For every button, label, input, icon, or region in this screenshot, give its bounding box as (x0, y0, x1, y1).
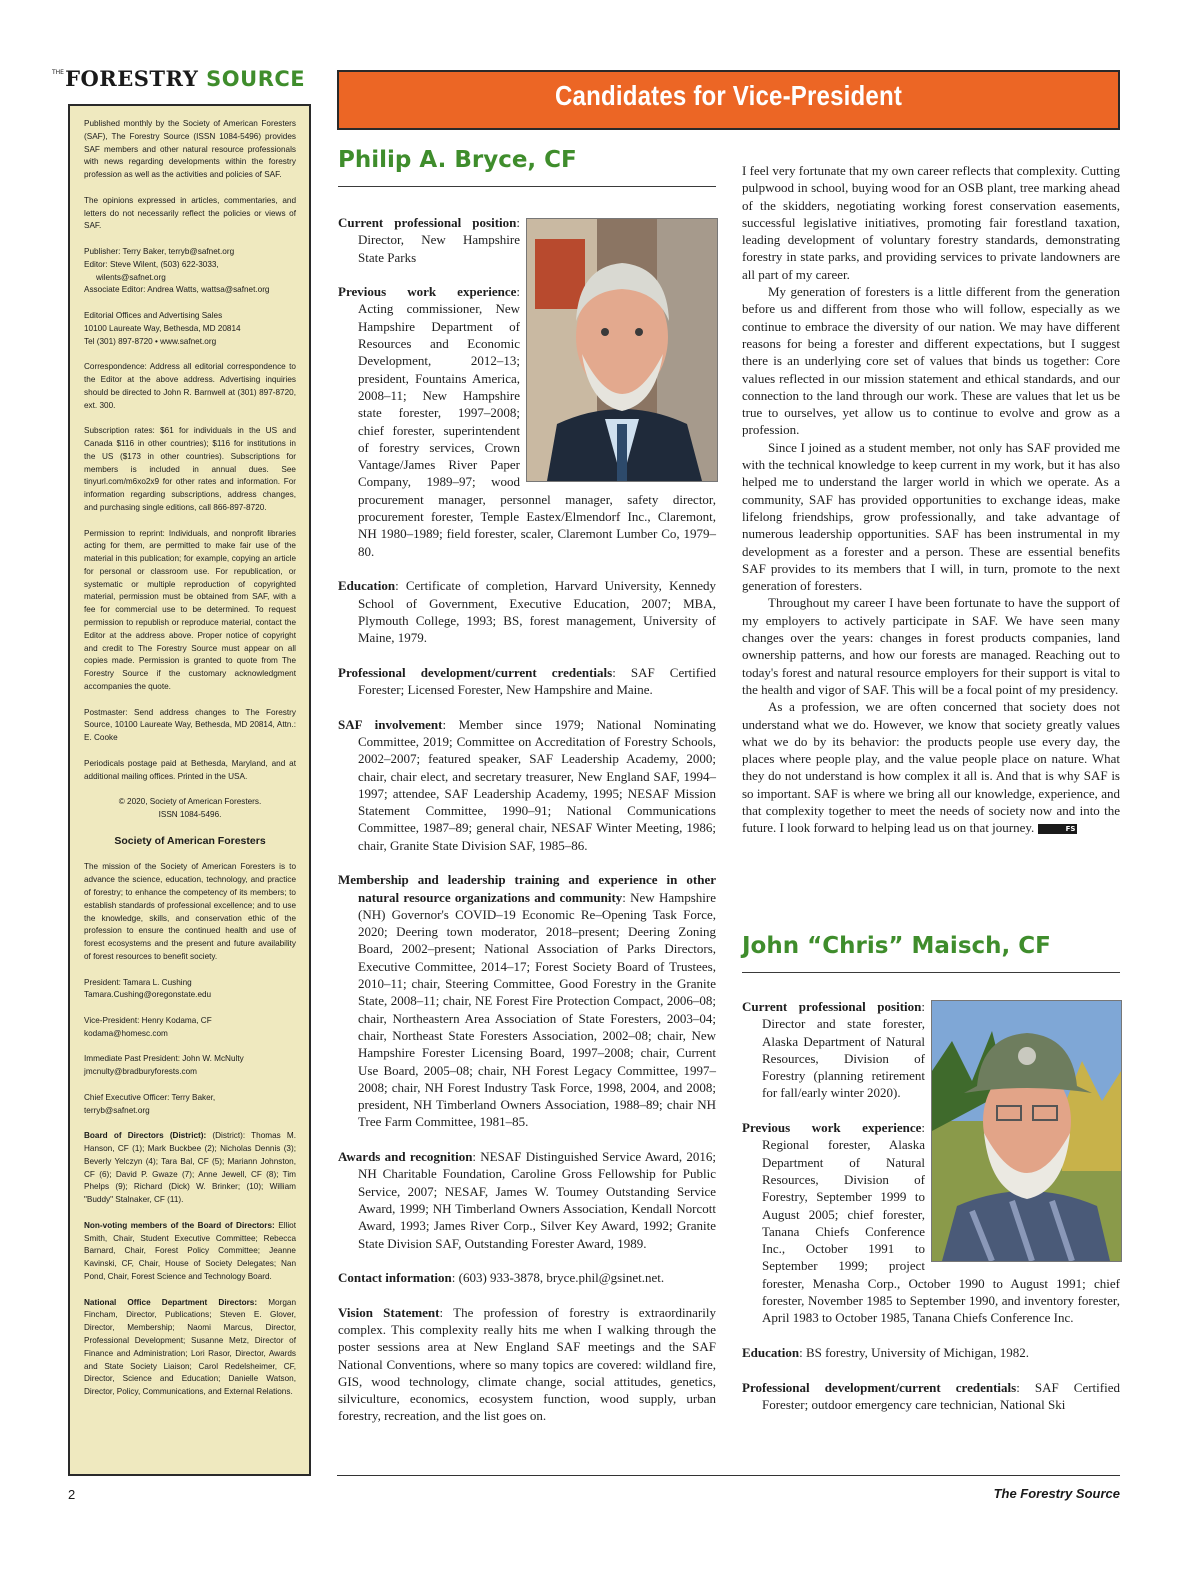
sidebar-nonvoting (84, 1220, 296, 1284)
sidebar-board-label: Board of Directors (District): (84, 1131, 207, 1141)
maisch-professional-development (742, 1379, 1120, 1414)
masthead-logo (52, 66, 314, 92)
sidebar-publisher: Publisher: Terry Baker, terryb@safnet.org (84, 246, 235, 256)
sidebar-president-block (84, 977, 296, 1003)
bryce-saf-involvement (338, 716, 716, 854)
sidebar-copyright-block (84, 796, 296, 822)
sidebar-opinions: The opinions expressed in articles, commentaries, and letters do not necessarily reflect the policies or views of SAF. (84, 195, 296, 231)
sidebar-national-text: Morgan Fincham, Director, Publications; Steven E. Glover, Director, Membership; Naomi Marcus, Director, Professional Development; Susanne Metz, Director of Finance and Administration; Lori Rasor, Director, Awards and State Society Liaison; Carol Redelsheimer, CF, Director, Science and Education; Danielle Watson, Director, Policy, Communications, and External Relations. (84, 1297, 296, 1397)
sidebar-offices-address: 10100 Laureate Way, Bethesda, MD 20814 (84, 323, 241, 333)
sidebar-correspondence: Correspondence: Address all editorial correspondence to the Editor at the above address. Advertising inquiries should be directed to John R. Barnwell at (301) 897-8720, ext. 300. (84, 362, 296, 410)
bryce-membership (338, 871, 716, 1130)
sidebar-published: Published monthly by the Society of American Foresters (SAF), The Forestry Source (ISSN 1084-5496) provides SAF members and other natural resource professionals with news regarding developments within the forestry profession as well as the activities and policies of SAF. (84, 119, 296, 180)
sidebar-past-president-email: jmcnulty@bradburyforests.com (84, 1067, 197, 1077)
photo-spacer-bryce (520, 214, 716, 482)
bryce-prodev-text: : SAF Certified Forester; Licensed Forester, New Hampshire and Maine. (358, 664, 716, 698)
sidebar-issn: ISSN 1084-5496. (158, 810, 222, 820)
sidebar-past-president: Immediate Past President: John W. McNulty (84, 1054, 244, 1064)
bryce-contact-label: Contact information (338, 1270, 452, 1286)
bryce-membership-text: : New Hampshire (NH) Governor's COVID–19 Economic Re–Opening Task Force, 2020; Deering town moderator, 2018–present; Deering Zoning Board, 2002–present; National Association of Parks Directors, Executive Committee, 2014–17; Forest Society Board of Trustees, 2010–11; chair, Steering Committee, Good Forestry in the Granite State, 2008–11; chair, NE Forest Fire Protection Compact, 2006–08; chair, Northeastern Area Association of State Foresters, 2003–04; chair, Northeast State Foresters Association, 2002–08; chair, New Hampshire Forester Licensing Board, 1997–2008; chair, Current Use Board, 2005–08; chair, NH Forest Legacy Committee, 1997–2008; chair, NH Forest Industry Task Force, 1998, 2004, and 2008; president, NH Timberland Owners Association, 1988–89; chair NH Tree Farm Committee, 1981–85. (358, 889, 716, 1130)
bryce-vision-p6-block (742, 698, 1120, 836)
bryce-education-label: Education (338, 578, 396, 594)
bryce-vision-p4: Since I joined as a student member, not only has SAF provided me with the technical knowledge to keep current in my work, but it has also helped me to understand the larger world in which we operate. As a community, SAF has provided opportunities to exchange ideas, make lifelong friendships, grow professionally, and take advantage of numerous leadership opportunities. SAF has been instrumental in my development as a forester and a person. These are essential benefits SAF provides to its members that I will, in turn, promote to the next generation of foresters. (742, 439, 1120, 594)
bryce-education-text: : Certificate of completion, Harvard University, Kennedy School of Government, Executive Education, 2007; MBA, Plymouth College, 1993; BS, forest management, University of Maine, 1979. (358, 578, 716, 646)
sidebar-vice-president: Vice-President: Henry Kodama, CF (84, 1015, 212, 1025)
sidebar-vice-president-email: kodama@homesc.com (84, 1028, 168, 1038)
sidebar-postmaster: Postmaster: Send address changes to The Forestry Source, 10100 Laureate Way, Bethesda, MD 20814, Attn.: E. Cooke (84, 707, 296, 743)
maisch-prodev-text: : SAF Certified Forester; outdoor emergency care technician, National Ski (762, 1379, 1120, 1412)
bryce-awards-label: Awards and recognition (338, 1149, 473, 1165)
page-number: 2 (68, 1487, 76, 1502)
bryce-vision-p6: As a profession, we are often concerned that society does not understand what we do. However, we know that society greatly values what we do by its behavior: the products people use every day, the places where people play, and the value people place on nature. What they do not understand is how complex it all is. And that is why SAF is so important. SAF is where we bring all our knowledge, experience, and that complexity together to meet the needs of society now and into the future. I look forward to helping lead us on that journey. (742, 699, 1120, 836)
sidebar-ceo-email: terryb@safnet.org (84, 1105, 150, 1115)
sidebar-nonvoting-text: Elliot Smith, Chair, Student Executive Committee; Rebecca Barnard, Chair, Forest Policy Committee; Jeanne Kavinski, CF, Chair, House of Society Delegates; Nan Pond, Chair, Forest Science and Technology Board. (84, 1220, 296, 1281)
bryce-awards (338, 1148, 716, 1252)
bryce-vision-statement (338, 1304, 716, 1425)
bryce-professional-development (338, 664, 716, 699)
sidebar-national-office (84, 1297, 296, 1399)
footer-rule (337, 1475, 1120, 1476)
bryce-vision-continued (742, 162, 1120, 837)
maisch-bio-column (742, 998, 1120, 1413)
photo-spacer-maisch (925, 998, 1120, 1266)
sidebar-permission: Permission to reprint: Individuals, and nonprofit libraries acting for them, are permitted to make fair use of the material in this publication; for example, copying an article for personal or classroom use. For republication, or systematic or multiple reproduction of copyrighted material, permission must be obtained from SAF, with a fee for commercial use to be determined. To request permission to republish or reproduce material, contact the Editor at the address above. Proper notice of copyright and credit to The Forestry Source must appear on all copies made. Permission is granted to quote from The Forestry Source if the customary acknowledgment accompanies the quote. (84, 528, 296, 692)
maisch-previous-text: : Regional forester, Alaska Department of Natural Resources, Division of Forestry, September 1999 to August 2005; chief forester, Tanana Chiefs Conference Inc., October 1991 to September 1999; project forester, Menasha Corp., October 1990 to August 1991; chief forester, November 1985 to September 1990, and inventory forester, April 1983 to October 1985, Tanana Chiefs Conference Inc. (762, 1120, 1120, 1326)
end-mark-icon: FS (1038, 824, 1078, 834)
sidebar-periodicals: Periodicals postage paid at Bethesda, Maryland, and at additional mailing offices. Printed in the USA. (84, 758, 296, 781)
bryce-vision-text: : The profession of forestry is extraordinarily complex. This complexity really hits me when I walking through the poster sessions area at New England SAF meetings and the SAF National Conventions, where so many topics are covered: wildland fire, GIS, wood technology, climate change, social attitudes, genetics, silviculture, economics, ecosystem function, wood supply, urban forestry, recreation, and the list goes on. (338, 1304, 716, 1424)
masthead-word-source: SOURCE (206, 67, 306, 91)
bryce-vision-p3: My generation of foresters is a little different from the generation before us and different from those who will follow, especially as we continue to embrace the diversity of our nation. We may have different reasons for being a forester and different expectations, but I suggest there is an underlying core set of values that binds us together: Core values reflected in our mission statement and ethical standards, and our connection to the land through our work. These are values that let us be true to ourselves, yet allow us to continue to evolve and grow as a profession. (742, 284, 1120, 438)
sidebar-saf-heading: Society of American Foresters (114, 834, 266, 847)
sidebar-editor: Editor: Steve Wilent, (503) 622-3033, (84, 259, 219, 269)
bryce-contact-text: : (603) 933-3878, bryce.phil@gsinet.net. (451, 1270, 665, 1286)
maisch-education-text: : BS forestry, University of Michigan, 1982. (799, 1344, 1029, 1360)
bryce-vision-label: Vision Statement (338, 1304, 440, 1320)
bryce-saf-label: SAF involvement (338, 716, 443, 732)
maisch-prodev-label: Professional development/current credentials (742, 1379, 1017, 1395)
sidebar-offices-tel: Tel (301) 897-8720 • www.safnet.org (84, 336, 217, 346)
bryce-education (338, 577, 716, 646)
bryce-saf-text: : Member since 1979; National Nominating Committee, 2019; Committee on Accreditation of Forestry Schools, 2002–2007; featured speaker, SAF Leadership Academy, 2000; chair, chair elect, and secretary treasurer, New England SAF, 1994–1997; attendee, SAF Leadership Academy, 1995; NESAF Mission Statement Committee, 1990–91; National Communications Committee, 1987–89; general chair, NESAF Winter Meeting, 1986; chair, Granite State Division SAF, 1985–86. (358, 716, 716, 853)
sidebar-past-president-block (84, 1053, 296, 1079)
masthead-the: THE (52, 69, 64, 76)
sidebar-subscription: Subscription rates: $61 for individuals in the US and Canada $116 in other countries); $116 for institutions in the US ($173 in other countries). Subscriptions for members is included in annual dues. See tinyurl.com/m6xo2x9 for other rates and information. For information regarding subscriptions, address changes, and purchasing single editions, call 866-897-8720. (84, 426, 296, 512)
maisch-previous-label: Previous work experience (742, 1120, 922, 1136)
sidebar-nonvoting-label: Non-voting members of the Board of Directors: (84, 1220, 275, 1230)
sidebar-board (84, 1130, 296, 1207)
bryce-membership-label: Membership and leadership training and experience in other natural resource organizations and community (338, 872, 716, 905)
maisch-education (742, 1344, 1120, 1361)
sidebar-ceo: Chief Executive Officer: Terry Baker, (84, 1092, 216, 1102)
section-banner-title: Candidates for Vice-President (554, 80, 903, 111)
sidebar-president-email: Tamara.Cushing@oregonstate.edu (84, 990, 212, 1000)
heading-rule-bryce (338, 186, 716, 187)
candidate-name-bryce: Philip A. Bryce, CF (338, 147, 577, 173)
sidebar-copyright: © 2020, Society of American Foresters. (118, 797, 262, 807)
sidebar-staff (84, 246, 296, 297)
maisch-education-label: Education (742, 1344, 800, 1360)
sidebar-ceo-block (84, 1092, 296, 1118)
sidebar-national-label: National Office Department Directors: (84, 1297, 258, 1307)
candidate-name-maisch: John “Chris” Maisch, CF (742, 933, 1051, 959)
masthead-word-forestry: FORESTRY (65, 66, 199, 91)
bryce-previous-label: Previous work experience (338, 284, 517, 300)
footer-publication-name: The Forestry Source (993, 1486, 1120, 1501)
sidebar-mission: The mission of the Society of American Foresters is to advance the science, education, technology, and practice of forestry; to enhance the competency of its members; to establish standards of professional excellence; and to use the knowledge, skills, and conservation ethic of the profession to ensure the continued health and use of forest ecosystems and the present and future availability of forest resources to benefit society. (84, 862, 296, 961)
maisch-current-text: : Director and state forester, Alaska Department of Natural Resources, Division of Forestry (planning retirement for fall/early winter 2020). (762, 999, 925, 1101)
sidebar-vp-block (84, 1015, 296, 1041)
bryce-contact (338, 1269, 716, 1286)
sidebar-president: President: Tamara L. Cushing (84, 977, 192, 987)
bryce-bio-column (338, 214, 716, 1425)
bryce-previous-text: : Acting commissioner, New Hampshire Department of Resources and Economic Development, 2012–13; president, Fountains America, 2008–11; New Hampshire state forester, 1997–2008; chief forester, superintendent of forestry services, Crown Vantage/James River Paper Company, 1989–97; wood procurement manager, personnel manager, safety director, procurement forester, Temple Eastex/Elmendorf Inc., Claremont, NH 1980–1989; field forester, scaler, Claremont Lumber Co, 1979–80. (358, 284, 716, 559)
masthead-sidebar (68, 104, 311, 1476)
sidebar-associate-editor: Associate Editor: Andrea Watts, wattsa@safnet.org (84, 285, 270, 295)
bryce-vision-p5: Throughout my career I have been fortunate to have the support of my employers to actively participate in SAF. We have seen many changes over the years: changes in forest products companies, land ownership patterns, and how our forests are managed. Reaching out to today's forest and natural resource employers for their support is vital to the health and vigor of SAF. This will be a focal point of my presidency. (742, 595, 1120, 697)
maisch-current-label: Current professional position (742, 999, 922, 1014)
sidebar-offices (84, 310, 296, 348)
bryce-current-label: Current professional position (338, 215, 517, 230)
sidebar-editor-email: wilents@safnet.org (96, 272, 166, 282)
heading-rule-maisch (742, 972, 1120, 973)
bryce-vision-p2: I feel very fortunate that my own career reflects that complexity. Cutting pulpwood in school, buying wood for an OSB plant, tree marking ahead of the skidders, negotiating working forest conservation easements, successful legislative initiatives, promoting fair forestland taxation, leading development of voluntary forestry standards, demonstrating forestry in state parks, and providing services to private landowners are all part of my career. (742, 163, 1120, 282)
sidebar-board-text: (District): Thomas M. Hanson, CF (1); Mark Buckbee (2); Nicholas Dennis (3); Beverly Yelczyn (4); Tara Bal, CF (5); Mariann Johnston, CF (6); David P. Gwaze (7); Anne Jewell, CF (8); Tim Phelps (9); Richard (Dick) W. Brinker; (10); William "Buddy" Stalnaker, CF (11). (84, 1131, 297, 1205)
bryce-awards-text: : NESAF Distinguished Service Award, 2016; NH Charitable Foundation, Caroline Gross Fellowship for Public Service, 2007; NESAF, James W. Toumey Outstanding Service Award, 1999; NH Timberland Owners Association, Kendall Norcott Award, 1993; James River Corp., Silver Key Award, 1992; Granite State Division SAF, Outstanding Forester Award, 1989. (358, 1149, 716, 1251)
bryce-current-text: : Director, New Hampshire State Parks (358, 215, 520, 265)
bryce-prodev-label: Professional development/current credentials (338, 664, 613, 680)
sidebar-offices-title: Editorial Offices and Advertising Sales (84, 310, 223, 320)
